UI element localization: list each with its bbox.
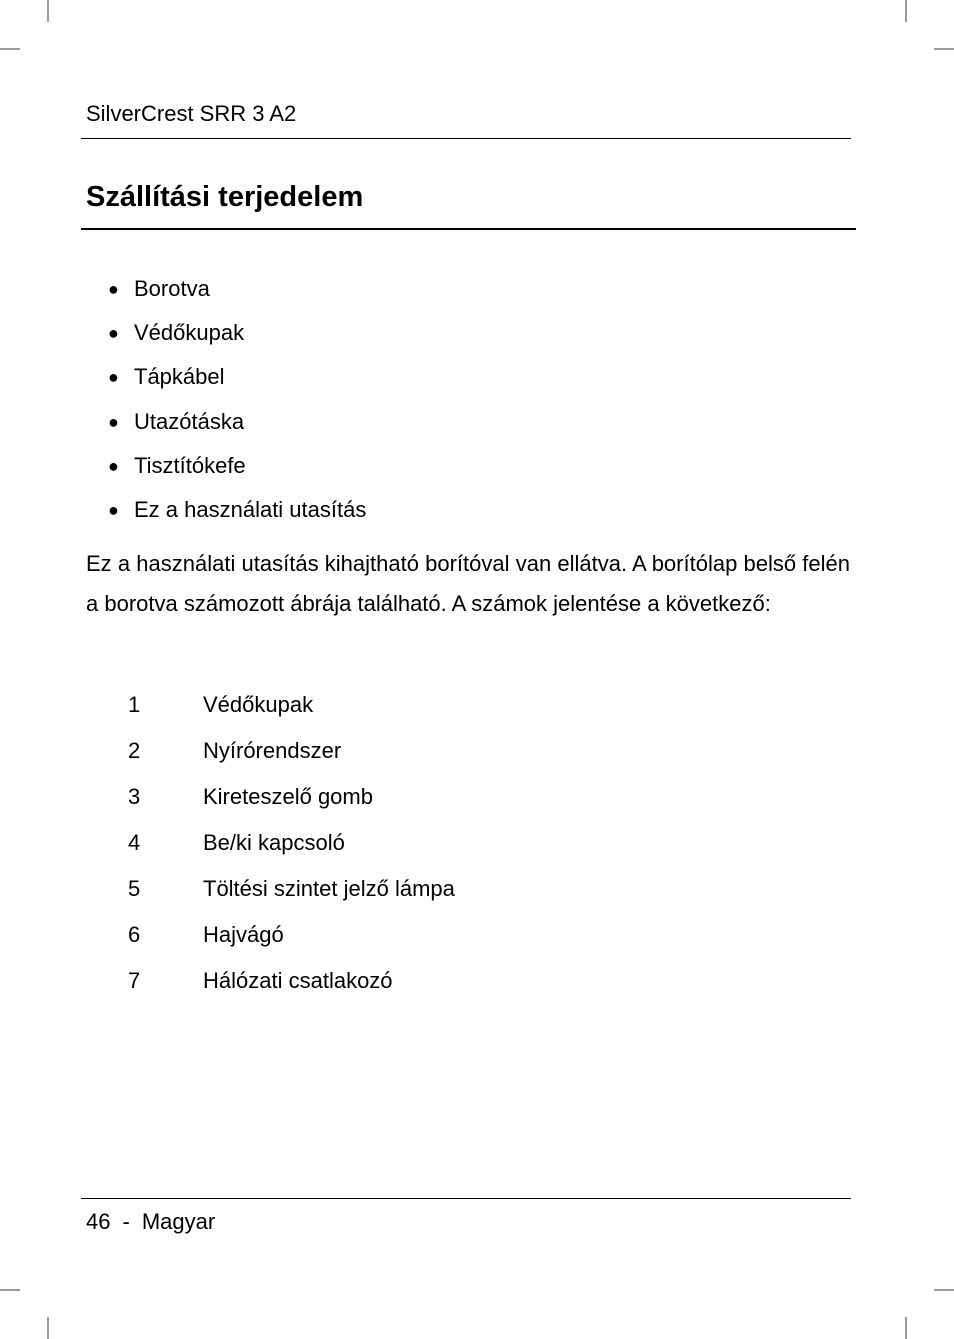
crop-mark-bottom-right-horizontal [934, 1289, 954, 1291]
parts-list [128, 686, 455, 1008]
part-label: Töltési szintet jelző lámpa [203, 876, 455, 901]
list-item-label: Utazótáska [134, 408, 245, 434]
crop-mark-bottom-left-horizontal [0, 1289, 20, 1291]
list-item [108, 447, 366, 491]
list-item [108, 358, 366, 402]
contents-list [108, 270, 366, 535]
running-header: SilverCrest SRR 3 A2 [86, 101, 297, 126]
list-item-label: Borotva [134, 276, 210, 301]
part-row [128, 686, 455, 732]
part-label: Nyírórendszer [203, 738, 342, 763]
bullet-icon: ● [108, 455, 119, 476]
part-number: 6 [128, 922, 141, 947]
list-item [108, 491, 366, 535]
section-title: Szállítási terjedelem [86, 181, 364, 213]
crop-mark-top-right-horizontal [934, 48, 954, 50]
part-number: 2 [128, 738, 141, 763]
crop-mark-top-right [905, 0, 907, 22]
part-row [128, 870, 455, 916]
part-number: 5 [128, 876, 141, 901]
crop-mark-bottom-left [47, 1317, 49, 1339]
list-item [108, 403, 366, 447]
list-item-label: Ez a használati utasítás [134, 496, 367, 522]
description-paragraph: Ez a használati utasítás kihajtható borítóval van ellátva. A borítólap belső felén a borotva számozott ábrája található. A számok jelentése a következő: [86, 551, 850, 616]
part-label: Hajvágó [203, 922, 284, 947]
part-label: Be/ki kapcsoló [203, 830, 345, 855]
page-footer [86, 1208, 215, 1236]
list-item-label: Tisztítókefe [134, 452, 246, 478]
part-row [128, 778, 455, 824]
part-row [128, 962, 455, 1008]
part-label: Védőkupak [203, 692, 314, 717]
part-label: Kireteszelő gomb [203, 784, 373, 809]
list-item-label: Védőkupak [134, 320, 245, 346]
crop-mark-bottom-right [905, 1317, 907, 1339]
bullet-icon: ● [108, 323, 119, 344]
crop-mark-top-left [47, 0, 49, 22]
footer-separator: - [122, 1209, 130, 1234]
title-divider [81, 228, 856, 230]
part-row [128, 732, 455, 778]
bullet-icon: ● [108, 499, 119, 520]
part-row [128, 916, 455, 962]
footer-divider [81, 1198, 851, 1199]
header-divider [81, 138, 851, 139]
list-item [108, 314, 366, 358]
bullet-icon: ● [108, 279, 119, 299]
part-row [128, 824, 455, 870]
list-item-label: Tápkábel [134, 364, 225, 390]
part-number: 4 [128, 830, 141, 855]
part-number: 7 [128, 968, 141, 993]
page-number: 46 [86, 1209, 111, 1234]
bullet-icon: ● [108, 367, 119, 388]
part-number: 1 [128, 692, 141, 717]
bullet-icon: ● [108, 411, 119, 432]
part-number: 3 [128, 784, 141, 809]
footer-language: Magyar [141, 1209, 216, 1234]
part-label: Hálózati csatlakozó [203, 968, 393, 993]
crop-mark-top-left-horizontal [0, 48, 20, 50]
list-item [108, 270, 366, 314]
